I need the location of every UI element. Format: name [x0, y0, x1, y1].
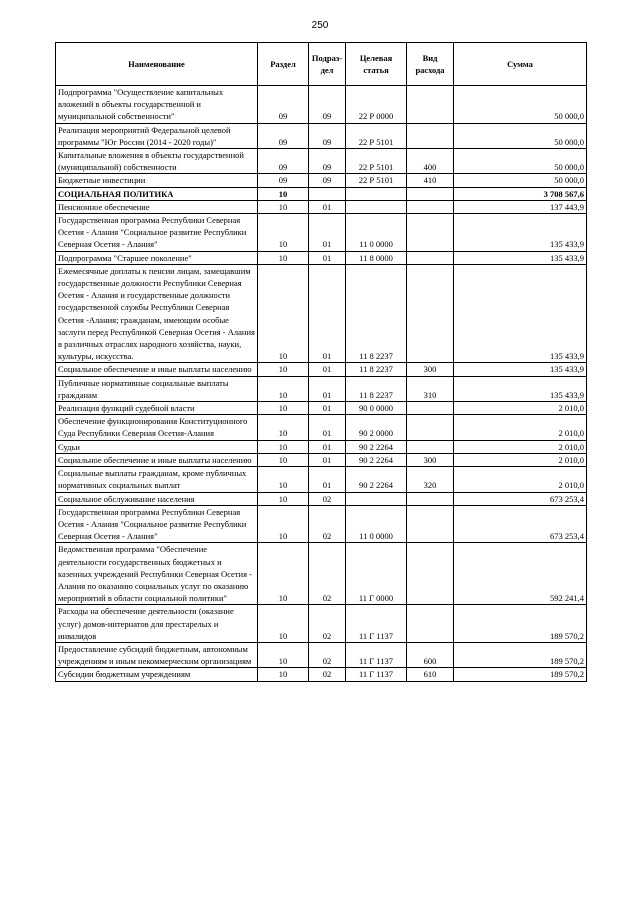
row-subsection-cell: 02: [309, 605, 346, 643]
row-name-cell: Подпрограмма "Старшее поколение": [56, 251, 258, 264]
row-name-cell: Ведомственная программа "Обеспечение деятельности государственных бюджетных и казенных учреждений Республики Северная Осетия - Алания по оказанию социальных услуг по оказанию мероприятий в области социальной политики": [56, 543, 258, 605]
header-section: Раздел: [258, 43, 309, 86]
row-target-cell: 90 2 2264: [346, 440, 407, 453]
row-name-cell: Пенсионное обеспечение: [56, 200, 258, 213]
row-target-cell: 11 8 0000: [346, 251, 407, 264]
row-name-cell: Государственная программа Республики Северная Осетия - Алания "Социальное развитие Республики Северная Осетия - Алания": [56, 505, 258, 543]
row-name-cell: Подпрограмма "Осуществление капитальных вложений в объекты государственной и муниципальной собственности": [56, 86, 258, 124]
page-number: 250: [311, 20, 329, 31]
row-amount-cell: 50 000,0: [454, 174, 587, 187]
table-row: [56, 149, 587, 174]
row-type-cell: [407, 402, 454, 415]
row-target-cell: 11 Г 1137: [346, 605, 407, 643]
row-section-cell: 09: [258, 123, 309, 148]
row-type-cell: 610: [407, 668, 454, 681]
table-row: [56, 453, 587, 466]
row-type-cell: [407, 264, 454, 363]
row-section-cell: 10: [258, 376, 309, 401]
row-section-cell: 10: [258, 505, 309, 543]
row-subsection-cell: 02: [309, 668, 346, 681]
row-subsection-cell: 01: [309, 415, 346, 440]
row-name-cell: Субсидии бюджетным учреждениям: [56, 668, 258, 681]
row-section-cell: 10: [258, 402, 309, 415]
row-amount-cell: 135 433,9: [454, 376, 587, 401]
row-type-cell: [407, 251, 454, 264]
row-target-cell: 22 Р 0000: [346, 86, 407, 124]
row-amount-cell: 50 000,0: [454, 123, 587, 148]
table-row: [56, 642, 587, 667]
row-subsection-cell: 09: [309, 123, 346, 148]
row-type-cell: 310: [407, 376, 454, 401]
row-type-cell: 300: [407, 453, 454, 466]
row-type-cell: [407, 605, 454, 643]
row-section-cell: 10: [258, 251, 309, 264]
row-target-cell: 90 2 0000: [346, 415, 407, 440]
row-subsection-cell: 01: [309, 264, 346, 363]
row-subsection-cell: 01: [309, 440, 346, 453]
row-target-cell: 90 2 2264: [346, 467, 407, 492]
row-name-cell: Предоставление субсидий бюджетным, автономным учреждениям и иным некоммерческим организациям: [56, 642, 258, 667]
row-name-cell: Капитальные вложения в объекты государственной (муниципальной) собственности: [56, 149, 258, 174]
table-row: [56, 123, 587, 148]
row-subsection-cell: 01: [309, 467, 346, 492]
row-target-cell: 11 0 0000: [346, 505, 407, 543]
row-section-cell: 10: [258, 543, 309, 605]
row-target-cell: [346, 492, 407, 505]
row-target-cell: 22 Р 5101: [346, 123, 407, 148]
row-section-cell: 10: [258, 200, 309, 213]
row-target-cell: 90 2 2264: [346, 453, 407, 466]
row-amount-cell: 135 433,9: [454, 264, 587, 363]
row-target-cell: 11 Г 1137: [346, 642, 407, 667]
row-type-cell: [407, 505, 454, 543]
row-section-cell: 10: [258, 492, 309, 505]
row-section-cell: 09: [258, 174, 309, 187]
row-amount-cell: 592 241,4: [454, 543, 587, 605]
row-amount-cell: 2 010,0: [454, 453, 587, 466]
row-subsection-cell: 09: [309, 86, 346, 124]
row-name-cell: Государственная программа Республики Северная Осетия - Алания "Социальное развитие Республики Северная Осетия - Алания": [56, 214, 258, 252]
row-type-cell: 320: [407, 467, 454, 492]
row-target-cell: 11 8 2237: [346, 376, 407, 401]
row-subsection-cell: 01: [309, 363, 346, 376]
row-subsection-cell: 01: [309, 251, 346, 264]
row-subsection-cell: 01: [309, 453, 346, 466]
row-type-cell: [407, 86, 454, 124]
row-name-cell: Реализация мероприятий Федеральной целевой программы "Юг России (2014 - 2020 годы)": [56, 123, 258, 148]
row-subsection-cell: 02: [309, 492, 346, 505]
row-type-cell: [407, 440, 454, 453]
table-row: [56, 402, 587, 415]
row-target-cell: 11 8 2237: [346, 264, 407, 363]
table-row: [56, 264, 587, 363]
row-amount-cell: 50 000,0: [454, 149, 587, 174]
table-row: [56, 363, 587, 376]
row-amount-cell: 2 010,0: [454, 415, 587, 440]
table-row: [56, 251, 587, 264]
row-type-cell: [407, 214, 454, 252]
row-target-cell: [346, 187, 407, 200]
row-amount-cell: 673 253,4: [454, 492, 587, 505]
header-target: Целевая статья: [346, 43, 407, 86]
row-subsection-cell: 09: [309, 174, 346, 187]
table-row: [56, 376, 587, 401]
table-row: [56, 543, 587, 605]
row-name-cell: Социальное обслуживание населения: [56, 492, 258, 505]
row-subsection-cell: 01: [309, 376, 346, 401]
table-row: [56, 187, 587, 200]
header-type: Вид расхода: [407, 43, 454, 86]
table-row: [56, 415, 587, 440]
row-name-cell: Социальное обеспечение и иные выплаты населению: [56, 453, 258, 466]
row-subsection-cell: 02: [309, 642, 346, 667]
table-row: [56, 200, 587, 213]
row-amount-cell: 3 708 567,6: [454, 187, 587, 200]
row-type-cell: [407, 415, 454, 440]
row-name-cell: СОЦИАЛЬНАЯ ПОЛИТИКА: [56, 187, 258, 200]
row-subsection-cell: 02: [309, 543, 346, 605]
row-name-cell: Социальные выплаты гражданам, кроме публичных нормативных социальных выплат: [56, 467, 258, 492]
header-subsection: Подраз-дел: [309, 43, 346, 86]
row-type-cell: 400: [407, 149, 454, 174]
row-target-cell: 11 Г 1137: [346, 668, 407, 681]
row-amount-cell: 189 570,2: [454, 642, 587, 667]
row-amount-cell: 673 253,4: [454, 505, 587, 543]
row-name-cell: Социальное обеспечение и иные выплаты населению: [56, 363, 258, 376]
row-amount-cell: 137 443,9: [454, 200, 587, 213]
header-amount: Сумма: [454, 43, 587, 86]
row-target-cell: 90 0 0000: [346, 402, 407, 415]
row-name-cell: Судьи: [56, 440, 258, 453]
row-name-cell: Обеспечение функционирования Конституционного Суда Республики Северная Осетия-Алания: [56, 415, 258, 440]
row-amount-cell: 50 000,0: [454, 86, 587, 124]
row-amount-cell: 135 433,9: [454, 214, 587, 252]
table-row: [56, 86, 587, 124]
row-amount-cell: 2 010,0: [454, 467, 587, 492]
row-name-cell: Расходы на обеспечение деятельности (оказание услуг) домов-интернатов для престарелых и инвалидов: [56, 605, 258, 643]
row-subsection-cell: 01: [309, 402, 346, 415]
row-amount-cell: 189 570,2: [454, 668, 587, 681]
row-section-cell: 10: [258, 415, 309, 440]
row-type-cell: 410: [407, 174, 454, 187]
row-type-cell: [407, 123, 454, 148]
table-row: [56, 492, 587, 505]
row-section-cell: 09: [258, 149, 309, 174]
row-section-cell: 10: [258, 264, 309, 363]
row-type-cell: [407, 200, 454, 213]
table-header-row: [56, 43, 587, 86]
row-section-cell: 10: [258, 363, 309, 376]
row-section-cell: 09: [258, 86, 309, 124]
row-target-cell: 11 0 0000: [346, 214, 407, 252]
row-subsection-cell: [309, 187, 346, 200]
table-row: [56, 668, 587, 681]
row-target-cell: 22 Р 5101: [346, 174, 407, 187]
row-amount-cell: 2 010,0: [454, 440, 587, 453]
row-name-cell: Ежемесячные доплаты к пенсии лицам, замещавшим государственные должности Республики Северная Осетия - Алания и государственные должности государственной службы Республики Северная Осетия -Алания; гражданам, имеющим особые заслуги перед Республикой Северная Осетия - Алания в различных отраслях народного хозяйства, науки, культуры, искусства.: [56, 264, 258, 363]
row-subsection-cell: 02: [309, 505, 346, 543]
row-name-cell: Публичные нормативные социальные выплаты гражданам: [56, 376, 258, 401]
row-type-cell: [407, 187, 454, 200]
table-row: [56, 605, 587, 643]
row-section-cell: 10: [258, 187, 309, 200]
row-section-cell: 10: [258, 214, 309, 252]
row-type-cell: 600: [407, 642, 454, 667]
table-row: [56, 440, 587, 453]
row-section-cell: 10: [258, 668, 309, 681]
row-target-cell: 11 8 2237: [346, 363, 407, 376]
row-amount-cell: 135 433,9: [454, 251, 587, 264]
row-amount-cell: 189 570,2: [454, 605, 587, 643]
table-row: [56, 505, 587, 543]
row-subsection-cell: 01: [309, 214, 346, 252]
row-amount-cell: 2 010,0: [454, 402, 587, 415]
row-subsection-cell: 01: [309, 200, 346, 213]
row-amount-cell: 135 433,9: [454, 363, 587, 376]
table-row: [56, 214, 587, 252]
table-row: [56, 174, 587, 187]
row-type-cell: [407, 543, 454, 605]
row-section-cell: 10: [258, 453, 309, 466]
table-row: [56, 467, 587, 492]
row-section-cell: 10: [258, 605, 309, 643]
row-section-cell: 10: [258, 467, 309, 492]
header-name: Наименование: [56, 43, 258, 86]
row-section-cell: 10: [258, 440, 309, 453]
row-target-cell: 22 Р 5101: [346, 149, 407, 174]
row-type-cell: 300: [407, 363, 454, 376]
row-name-cell: Реализация функций судебной власти: [56, 402, 258, 415]
row-target-cell: 11 Г 0000: [346, 543, 407, 605]
budget-table: [55, 42, 587, 682]
row-name-cell: Бюджетные инвестиции: [56, 174, 258, 187]
row-target-cell: [346, 200, 407, 213]
row-type-cell: [407, 492, 454, 505]
row-subsection-cell: 09: [309, 149, 346, 174]
row-section-cell: 10: [258, 642, 309, 667]
